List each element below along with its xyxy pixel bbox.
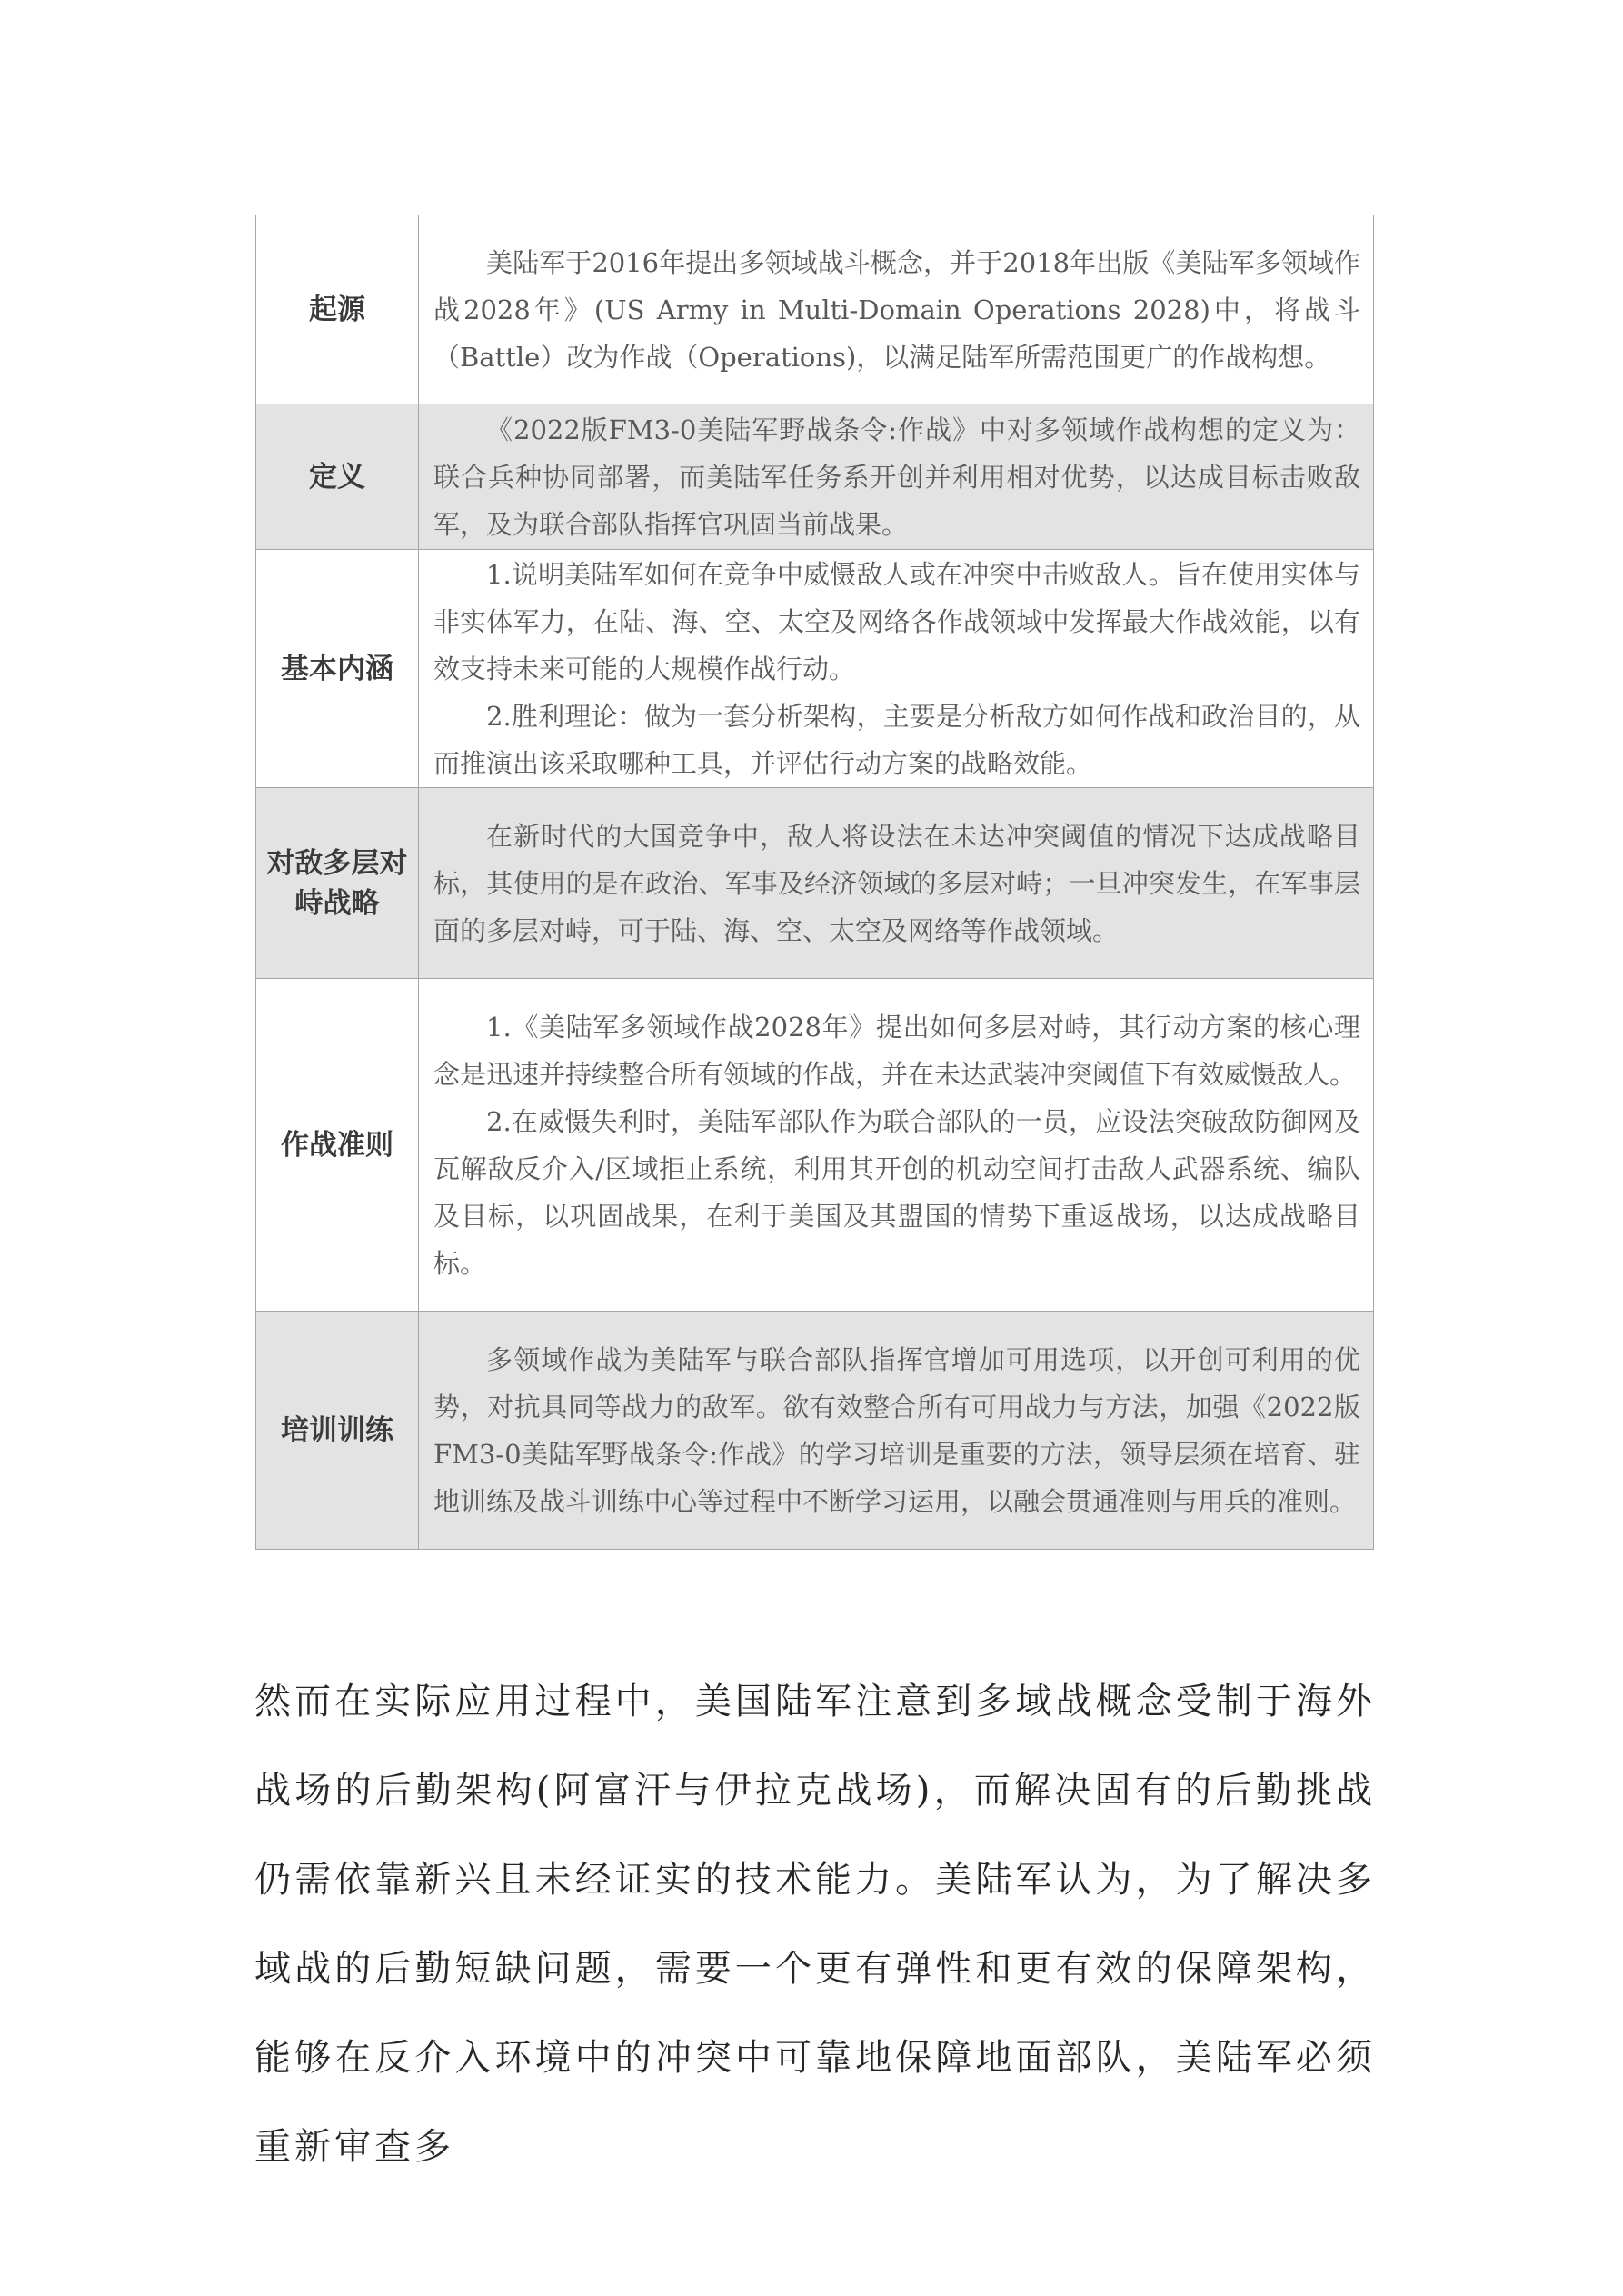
row-paragraph: 在新时代的大国竞争中，敌人将设法在未达冲突阈值的情况下达成战略目标，其使用的是在政治、军事及经济领域的多层对峙；一旦冲突发生，在军事层面的多层对峙，可于陆、海、空、太空及网络等作战领域。 (433, 820, 1360, 946)
body-paragraph: 然而在实际应用过程中，美国陆军注意到多域战概念受制于海外战场的后勤架构(阿富汗与伊拉克战场)，而解决固有的后勤挑战仍需依靠新兴且未经证实的技术能力。美陆军认为，为了解决多域战的后勤短缺问题，需要一个更有弹性和更有效的保障架构，能够在反介入环境中的冲突中可靠地保障地面部队，美陆军必须重新审查多 (254, 1681, 1376, 2168)
row-content (419, 215, 1374, 404)
row-paragraph: 1.《美陆军多领域作战2028年》提出如何多层对峙，其行动方案的核心理念是迅速并持续整合所有领域的作战，并在未达武装冲突阈值下有效威慑敌人。 (433, 1011, 1360, 1090)
concept-table (255, 215, 1374, 1550)
row-paragraph: 美陆军于2016年提出多领域战斗概念，并于2018年出版《美陆军多领域作战2028年》(US Army in Multi-Domain Operations 2028)中，将战斗（Battle）改为作战（Operations)，以满足陆军所需范围更广的作战构想。 (433, 246, 1360, 373)
row-paragraph: 2.胜利理论：做为一套分析架构，主要是分析敌方如何作战和政治目的，从而推演出该采取哪种工具，并评估行动方案的战略效能。 (433, 700, 1360, 779)
row-heading: 培训训练 (256, 1312, 419, 1550)
row-content (419, 550, 1374, 788)
row-heading: 定义 (256, 404, 419, 550)
row-paragraph: 2.在威慑失利时，美陆军部队作为联合部队的一员，应设法突破敌防御网及瓦解敌反介入/区域拒止系统，利用其开创的机动空间打击敌人武器系统、编队及目标，以巩固战果，在利于美国及其盟国的情势下重返战场，以达成战略目标。 (433, 1105, 1360, 1279)
table-row-training (256, 1312, 1374, 1550)
row-paragraph: 1.说明美陆军如何在竞争中威慑敌人或在冲突中击败敌人。旨在使用实体与非实体军力，在陆、海、空、太空及网络各作战领域中发挥最大作战效能，以有效支持未来可能的大规模作战行动。 (433, 558, 1360, 684)
row-heading: 基本内涵 (256, 550, 419, 788)
table-row-multilayer-standoff (256, 788, 1374, 979)
body-text (254, 1657, 1376, 2191)
row-content (419, 788, 1374, 979)
row-content (419, 1312, 1374, 1550)
row-content (419, 979, 1374, 1312)
row-heading: 起源 (256, 215, 419, 404)
table-row-doctrine (256, 979, 1374, 1312)
table-row-basic-connotation (256, 550, 1374, 788)
table-row-definition (256, 404, 1374, 550)
table-row-origin (256, 215, 1374, 404)
row-paragraph: 《2022版FM3-0美陆军野战条令:作战》中对多领域作战构想的定义为：联合兵种协同部署，而美陆军任务系开创并利用相对优势，以达成目标击败敌军，及为联合部队指挥官巩固当前战果。 (433, 414, 1360, 540)
row-heading: 对敌多层对峙战略 (256, 788, 419, 979)
row-paragraph: 多领域作战为美陆军与联合部队指挥官增加可用选项，以开创可利用的优势，对抗具同等战力的敌军。欲有效整合所有可用战力与方法，加强《2022版FM3-0美陆军野战条令:作战》的学习培训是重要的方法，领导层须在培育、驻地训练及战斗训练中心等过程中不断学习运用，以融会贯通准则与用兵的准则。 (433, 1343, 1360, 1517)
row-content (419, 404, 1374, 550)
row-heading: 作战准则 (256, 979, 419, 1312)
